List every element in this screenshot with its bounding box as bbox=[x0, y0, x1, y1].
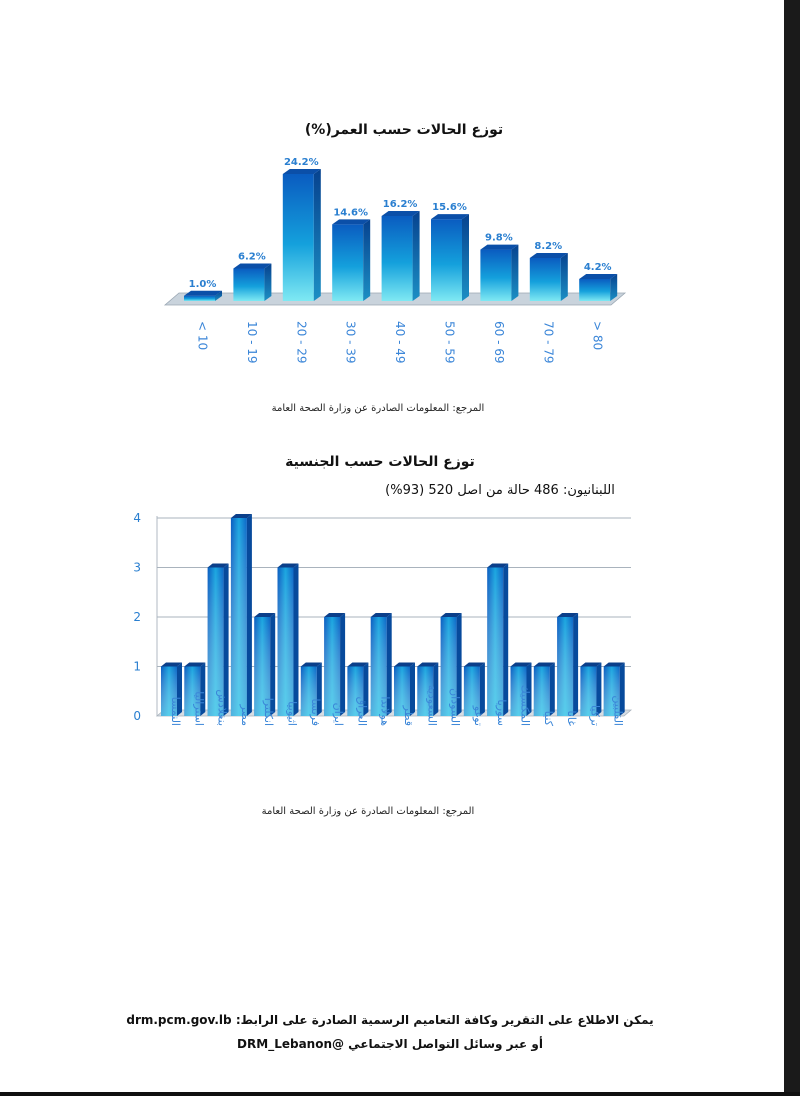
age-bar bbox=[431, 214, 469, 301]
nationality-tick-label: مصر bbox=[238, 704, 252, 726]
age-tick-label: 50 - 59 bbox=[442, 321, 457, 364]
age-bars bbox=[184, 169, 617, 301]
age-data-label: 1.0% bbox=[188, 278, 217, 290]
age-data-label: 24.2% bbox=[283, 157, 319, 168]
y-tick-label: 4 bbox=[133, 511, 141, 525]
y-tick-label: 3 bbox=[133, 560, 141, 575]
nationality-tick-label: النمسا bbox=[169, 696, 182, 726]
nationality-tick-label: السودان bbox=[448, 688, 462, 726]
nationality-chart-title: توزع الحالات حسب الجنسية bbox=[285, 454, 475, 470]
age-tick-label: 60 - 69 bbox=[491, 321, 506, 364]
nationality-tick-label: قطر bbox=[402, 705, 415, 726]
nationality-tick-label: العراق bbox=[355, 696, 369, 726]
y-tick-label: 1 bbox=[133, 659, 141, 674]
age-bar bbox=[382, 211, 420, 301]
age-bar bbox=[332, 219, 370, 301]
nationality-tick-label: الفلبين bbox=[611, 695, 625, 726]
age-data-label: 4.2% bbox=[583, 261, 612, 273]
nationality-y-tick-labels bbox=[133, 511, 141, 723]
age-chart-title: توزع الحالات حسب العمر(%) bbox=[304, 122, 504, 138]
nationality-tick-label: ايران bbox=[332, 702, 346, 726]
nationality-tick-label: هولاندا bbox=[378, 696, 392, 726]
age-bar bbox=[480, 245, 518, 301]
footer-line-1: يمكن الاطلاع على التقرير وكافة التعاميم الرسمية الصادرة على الرابط: drm.pcm.gov.lb bbox=[126, 1013, 654, 1027]
age-bar bbox=[283, 169, 321, 301]
age-tick-label: > 80 bbox=[590, 321, 605, 351]
age-data-label: 14.6% bbox=[333, 207, 369, 219]
nationality-bars bbox=[161, 514, 625, 716]
screen-edge bbox=[784, 0, 800, 1092]
age-bar bbox=[233, 263, 271, 301]
footer bbox=[126, 1013, 653, 1052]
nationality-bar bbox=[324, 613, 345, 716]
nationality-chart bbox=[133, 454, 631, 817]
age-x-tick-labels bbox=[196, 321, 605, 364]
age-bar bbox=[184, 291, 222, 301]
nationality-tick-label: سوريا bbox=[495, 699, 509, 726]
nationality-bar bbox=[557, 613, 578, 716]
nationality-bar bbox=[231, 514, 252, 716]
age-bar bbox=[530, 253, 568, 301]
footer-line-2: أو عبر وسائل التواصل الاجتماعي @DRM_Lebanon bbox=[237, 1037, 543, 1051]
age-chart bbox=[165, 122, 625, 414]
y-tick-label: 0 bbox=[133, 709, 141, 723]
nationality-bar bbox=[487, 564, 508, 717]
age-data-label: 15.6% bbox=[432, 202, 467, 214]
age-tick-label: 10 - 19 bbox=[244, 321, 259, 364]
age-tick-label: 40 - 49 bbox=[393, 321, 408, 364]
nationality-tick-label: فرنسا bbox=[308, 698, 322, 726]
age-data-label: 9.8% bbox=[485, 232, 513, 244]
nationality-tick-label: اثيوبيا bbox=[285, 701, 299, 726]
nationality-tick-label: السعودية bbox=[425, 684, 439, 726]
age-bar bbox=[579, 274, 617, 301]
age-data-label: 6.2% bbox=[238, 251, 266, 263]
age-tick-label: < 10 bbox=[195, 321, 210, 351]
age-tick-label: 70 - 79 bbox=[541, 321, 556, 364]
nationality-bar bbox=[278, 564, 299, 717]
nationality-tick-label: تركيا bbox=[588, 704, 602, 726]
nationality-tick-label: المكسيك bbox=[518, 684, 532, 726]
age-data-label: 16.2% bbox=[382, 198, 418, 210]
nationality-tick-label: انكلترا bbox=[262, 697, 276, 726]
nationality-tick-label: بنغلادش bbox=[215, 689, 229, 726]
nationality-tick-label: توغو bbox=[471, 705, 485, 726]
nationality-tick-label: غانا bbox=[565, 710, 579, 726]
age-chart-source: المرجع: المعلومات الصادرة عن وزارة الصحة العامة bbox=[271, 403, 485, 414]
y-tick-label: 2 bbox=[133, 610, 141, 624]
nationality-chart-source: المرجع: المعلومات الصادرة عن وزارة الصحة العامة bbox=[261, 806, 475, 817]
age-data-label: 8.2% bbox=[534, 240, 563, 252]
nationality-chart-subtitle: اللبنانيون: 486 حالة من اصل 520 (93%) bbox=[385, 483, 615, 498]
nationality-bar bbox=[534, 663, 555, 717]
age-tick-label: 30 - 39 bbox=[343, 321, 358, 364]
age-tick-label: 20 - 29 bbox=[294, 321, 309, 364]
nationality-tick-label: استراليا bbox=[192, 691, 206, 726]
nationality-tick-label: كنيا bbox=[541, 710, 555, 726]
